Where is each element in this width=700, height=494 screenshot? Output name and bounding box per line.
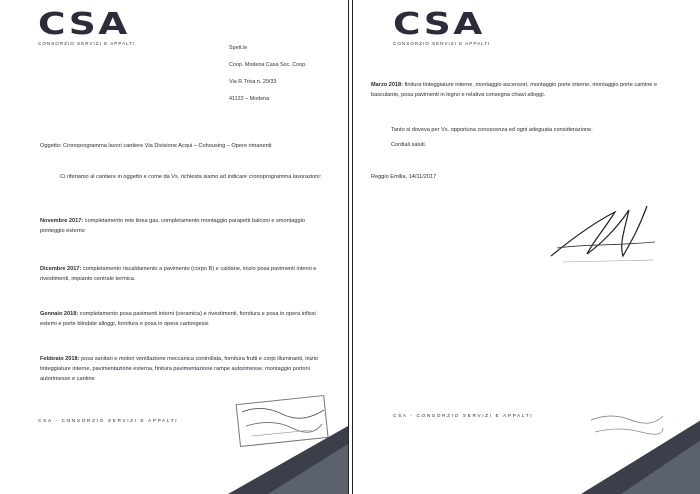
address-line: Via R.Triva n. 29/33: [229, 79, 277, 85]
logo-mark: CSA: [38, 7, 130, 42]
signature: [543, 198, 663, 270]
csa-logo: [393, 7, 491, 46]
place-date: Reggio Emilia, 14/11/2017: [371, 174, 437, 180]
schedule-month: Dicembre 2017:: [40, 266, 82, 272]
recipient-address: [229, 40, 307, 108]
schedule-month: Novembre 2017:: [40, 218, 84, 224]
schedule-text: completamento posa pavimenti interni (ceramica) e rivestimenti, fornitura e posa in opera infissi esterni e porte blindate alloggi, fornitura e posa in opera cartongessi: [40, 311, 316, 327]
corner-wedge: [228, 426, 348, 494]
schedule-text: posa sanitari e motori ventilazione meccanica controllata, fornitura frutti e corpi illuminanti, inizio tinteggiature interne, pavimentazione esterna, finitura pavimentazione rampe autorimesse, montaggio portoni autorimesse e cantine: [40, 356, 318, 382]
subject-line: Oggetto: Cronoprogramma lavori cantiere Via Divisione Acqui – Cohousing – Opere rimanenti: [40, 143, 272, 149]
closing-paragraph: Tanto si doveva per Vs. opportuna conoscenza ed ogni adeguata considerazione.: [391, 127, 593, 133]
schedule-month: Gennaio 2018:: [40, 311, 79, 317]
logo-subtitle: CONSORZIO SERVIZI E APPALTI: [393, 41, 491, 46]
schedule-text: finitura tinteggiature interne, montaggio ascensori, montaggio porte interne, montaggio porte cantine e basculante, posa pavimenti in legno e relativa consegna chiavi alloggi.: [371, 82, 658, 98]
intro-paragraph: Ci riferiamo al cantiere in oggetto e come da Vs. richiesta siamo ad indicare cronoprogramma lavorazioni:: [60, 174, 322, 180]
address-line: Coop. Modena Casa Soc. Coop.: [229, 62, 307, 68]
schedule-item: [40, 264, 330, 284]
schedule-item: [371, 80, 686, 100]
page-footer: CSA - CONSORZIO SERVIZI E APPALTI: [393, 414, 534, 419]
schedule-text: completamento rete linea gas, completamento montaggio parapetti balconi e smontaggio ponteggio esterno: [40, 218, 305, 234]
schedule-month: Febbraio 2018:: [40, 356, 80, 362]
salutation: Cordiali saluti.: [391, 142, 427, 148]
logo-subtitle: CONSORZIO SERVIZI E APPALTI: [38, 41, 136, 46]
page-footer: CSA - CONSORZIO SERVIZI E APPALTI: [38, 419, 179, 424]
schedule-item: [40, 354, 330, 384]
csa-logo: [38, 7, 136, 46]
schedule-item: [40, 309, 330, 329]
document-page-2: [352, 0, 700, 494]
logo-mark: CSA: [393, 7, 485, 42]
schedule-text: completamento riscaldamento a pavimento (corpo B) e caldane, inizio posa pavimenti interni e rivestimenti, impianto centrale termica.: [40, 266, 317, 282]
document-page-1: [0, 0, 349, 494]
address-line: Spett.le: [229, 45, 248, 51]
corner-wedge: [581, 420, 700, 494]
schedule-month: Marzo 2018:: [371, 82, 404, 88]
address-line: 41122 – Modena: [229, 96, 270, 102]
schedule-item: [40, 216, 330, 236]
